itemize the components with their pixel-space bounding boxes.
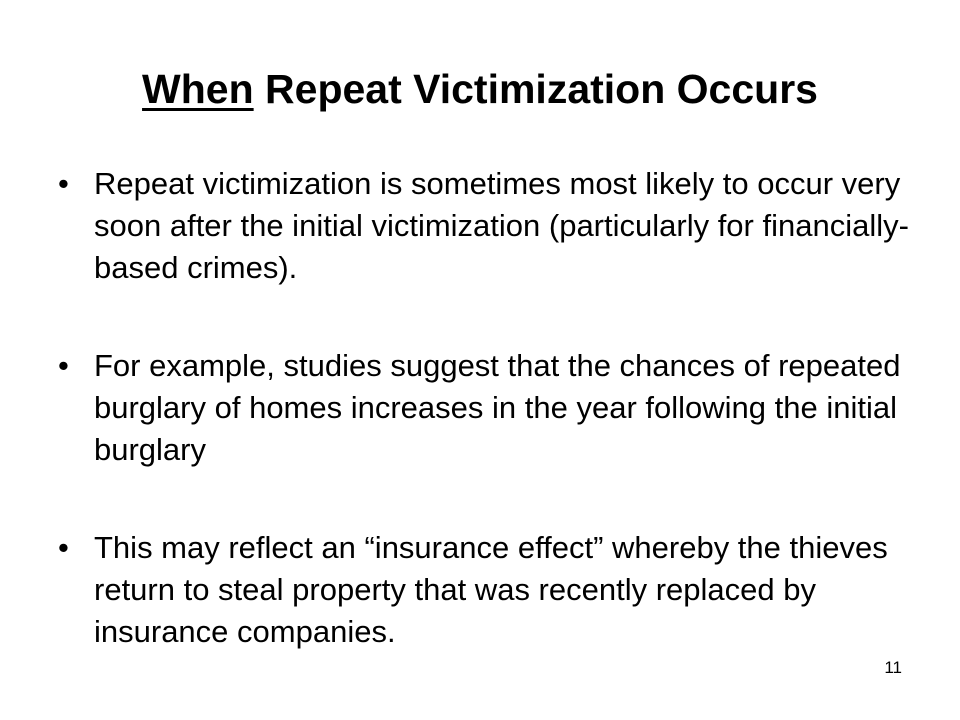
bullet-text: For example, studies suggest that the chances of repeated burglary of homes increases in the year following the initial burglary	[94, 348, 901, 467]
slide-title-rest: Repeat Victimization Occurs	[253, 66, 818, 112]
slide-title	[0, 63, 960, 115]
slide-title-emphasis: When	[142, 66, 254, 112]
bullet-list	[58, 163, 918, 709]
bullet-text: Repeat victimization is sometimes most likely to occur very soon after the initial victimization (particularly for financially-based crimes).	[94, 166, 909, 285]
slide-number: 11	[884, 658, 902, 677]
bullet-marker: •	[58, 166, 69, 201]
bullet-marker: •	[58, 348, 69, 383]
bullet-item	[58, 527, 918, 653]
bullet-item	[58, 163, 918, 289]
bullet-text: This may reflect an “insurance effect” whereby the thieves return to steal property that was recently replaced by insurance companies.	[94, 530, 888, 649]
bullet-marker: •	[58, 530, 69, 565]
bullet-item	[58, 345, 918, 471]
